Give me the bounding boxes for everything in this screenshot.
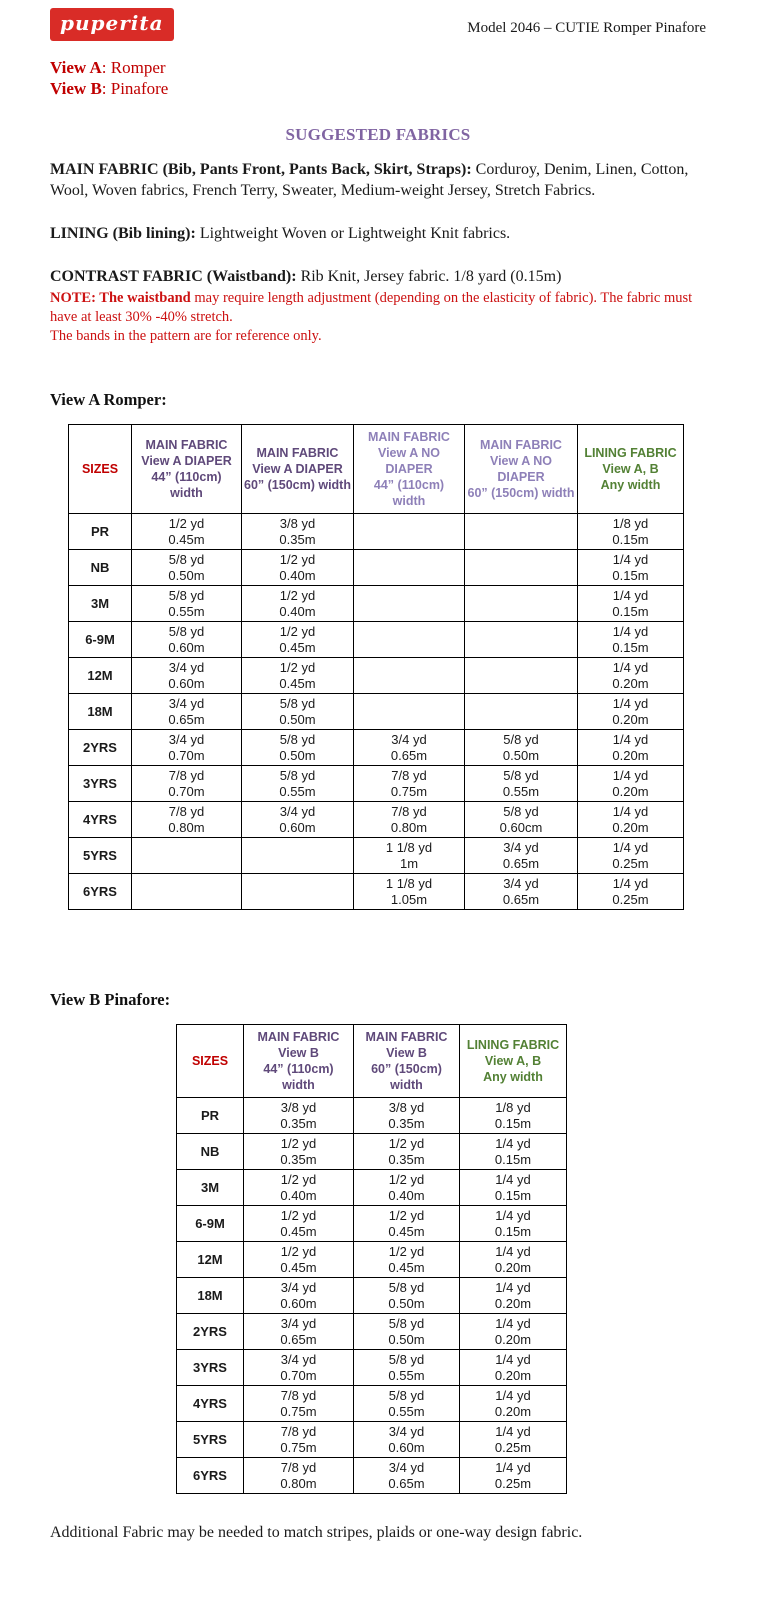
- size-cell: 5YRS: [177, 1422, 244, 1458]
- logo-text: puperita: [60, 11, 164, 35]
- value-cell: [354, 514, 465, 550]
- value-cell: 3/8 yd 0.35m: [354, 1098, 460, 1134]
- value-cell: 7/8 yd 0.80m: [354, 802, 465, 838]
- main-fabric-label: MAIN FABRIC (Bib, Pants Front, Pants Back, Skirt, Straps):: [50, 161, 472, 178]
- value-cell: 1/4 yd 0.20m: [460, 1242, 567, 1278]
- column-header: LINING FABRIC View A, B Any width: [578, 425, 684, 514]
- table-row: [177, 1458, 567, 1494]
- value-cell: 1/4 yd 0.15m: [578, 622, 684, 658]
- value-cell: 1/2 yd 0.40m: [242, 586, 354, 622]
- value-cell: 1/2 yd 0.45m: [244, 1206, 354, 1242]
- value-cell: [465, 622, 578, 658]
- note-label: NOTE: The waistband: [50, 290, 191, 306]
- lining-paragraph: [50, 223, 706, 244]
- value-cell: 7/8 yd 0.75m: [244, 1422, 354, 1458]
- value-cell: 3/4 yd 0.65m: [244, 1314, 354, 1350]
- table-row: [177, 1350, 567, 1386]
- size-cell: 3M: [177, 1170, 244, 1206]
- value-cell: [132, 874, 242, 910]
- table-row: [69, 622, 684, 658]
- view-b-desc: : Pinafore: [101, 79, 169, 98]
- value-cell: 7/8 yd 0.70m: [132, 766, 242, 802]
- size-cell: 2YRS: [177, 1314, 244, 1350]
- table-row: [177, 1278, 567, 1314]
- value-cell: 3/4 yd 0.60m: [354, 1422, 460, 1458]
- contrast-fabric-paragraph: [50, 266, 706, 287]
- value-cell: 1/4 yd 0.20m: [578, 658, 684, 694]
- view-b-table-title: View B Pinafore:: [50, 990, 171, 1009]
- value-cell: 7/8 yd 0.80m: [132, 802, 242, 838]
- value-cell: 1/2 yd 0.45m: [242, 658, 354, 694]
- value-cell: 1/8 yd 0.15m: [460, 1098, 567, 1134]
- value-cell: 5/8 yd 0.55m: [354, 1386, 460, 1422]
- note-line2: The bands in the pattern are for reference only.: [50, 328, 322, 344]
- table-row: [69, 730, 684, 766]
- value-cell: 5/8 yd 0.50m: [354, 1278, 460, 1314]
- view-b-label: View B: [50, 79, 102, 98]
- note-text: may require length adjustment (depending on the elasticity of fabric). The fabric must have at least 30% -40% stretch.: [50, 290, 693, 325]
- table-row: [177, 1206, 567, 1242]
- value-cell: [354, 694, 465, 730]
- value-cell: 5/8 yd 0.50m: [354, 1314, 460, 1350]
- value-cell: 5/8 yd 0.55m: [132, 586, 242, 622]
- table-row: [177, 1422, 567, 1458]
- size-cell: 6YRS: [177, 1458, 244, 1494]
- size-cell: 2YRS: [69, 730, 132, 766]
- value-cell: 1/4 yd 0.20m: [578, 694, 684, 730]
- size-cell: 6YRS: [69, 874, 132, 910]
- value-cell: 3/4 yd 0.65m: [465, 874, 578, 910]
- value-cell: [465, 586, 578, 622]
- value-cell: 1/2 yd 0.45m: [132, 514, 242, 550]
- size-cell: 4YRS: [177, 1386, 244, 1422]
- value-cell: 1/2 yd 0.35m: [244, 1134, 354, 1170]
- table-row: [69, 766, 684, 802]
- contrast-text: Rib Knit, Jersey fabric. 1/8 yard (0.15m): [296, 268, 562, 285]
- value-cell: 1/4 yd 0.25m: [460, 1422, 567, 1458]
- column-header: MAIN FABRIC View B 44” (110cm) width: [244, 1025, 354, 1098]
- value-cell: 3/4 yd 0.60m: [132, 658, 242, 694]
- value-cell: 5/8 yd 0.55m: [242, 766, 354, 802]
- value-cell: 1/4 yd 0.25m: [578, 838, 684, 874]
- view-list: [50, 57, 706, 99]
- size-cell: NB: [69, 550, 132, 586]
- value-cell: [242, 838, 354, 874]
- table-row: [69, 838, 684, 874]
- view-a-label: View A: [50, 58, 102, 77]
- table-row: [177, 1170, 567, 1206]
- view-a-fabric-table: [68, 424, 706, 910]
- fabric-table: [176, 1024, 567, 1494]
- value-cell: [465, 658, 578, 694]
- value-cell: 1/2 yd 0.40m: [244, 1170, 354, 1206]
- table-row: [177, 1098, 567, 1134]
- table-row: [177, 1314, 567, 1350]
- size-cell: 6-9M: [177, 1206, 244, 1242]
- value-cell: [354, 622, 465, 658]
- footer-note: Additional Fabric may be needed to match stripes, plaids or one-way design fabric.: [50, 1524, 583, 1541]
- lining-text: Lightweight Woven or Lightweight Knit fabrics.: [195, 225, 511, 242]
- value-cell: [465, 694, 578, 730]
- table-row: [69, 694, 684, 730]
- value-cell: 1/4 yd 0.15m: [578, 586, 684, 622]
- size-cell: 3YRS: [177, 1350, 244, 1386]
- view-b-line: [50, 78, 706, 99]
- value-cell: [465, 514, 578, 550]
- table-row: [177, 1386, 567, 1422]
- value-cell: 1/8 yd 0.15m: [578, 514, 684, 550]
- size-cell: 6-9M: [69, 622, 132, 658]
- value-cell: 3/4 yd 0.65m: [465, 838, 578, 874]
- value-cell: 5/8 yd 0.50m: [132, 550, 242, 586]
- value-cell: 5/8 yd 0.50m: [242, 730, 354, 766]
- value-cell: 1/2 yd 0.45m: [354, 1242, 460, 1278]
- value-cell: 1 1/8 yd 1m: [354, 838, 465, 874]
- value-cell: 3/4 yd 0.65m: [132, 694, 242, 730]
- value-cell: [354, 550, 465, 586]
- fabric-table: [68, 424, 684, 910]
- size-cell: PR: [69, 514, 132, 550]
- header-row: [69, 425, 684, 514]
- value-cell: 3/4 yd 0.65m: [354, 1458, 460, 1494]
- value-cell: 1/2 yd 0.40m: [354, 1170, 460, 1206]
- column-header: MAIN FABRIC View B 60” (150cm) width: [354, 1025, 460, 1098]
- table-row: [69, 586, 684, 622]
- size-cell: 5YRS: [69, 838, 132, 874]
- value-cell: 5/8 yd 0.55m: [465, 766, 578, 802]
- value-cell: 1/2 yd 0.45m: [354, 1206, 460, 1242]
- column-header: MAIN FABRIC View A DIAPER 60” (150cm) width: [242, 425, 354, 514]
- size-cell: 12M: [177, 1242, 244, 1278]
- column-header: MAIN FABRIC View A DIAPER 44” (110cm) width: [132, 425, 242, 514]
- column-header: LINING FABRIC View A, B Any width: [460, 1025, 567, 1098]
- value-cell: 5/8 yd 0.55m: [354, 1350, 460, 1386]
- table-row: [69, 802, 684, 838]
- view-b-fabric-table: [176, 1024, 706, 1494]
- value-cell: [354, 658, 465, 694]
- table-row: [177, 1134, 567, 1170]
- model-title: Model 2046 – CUTIE Romper Pinafore: [467, 20, 706, 36]
- value-cell: 7/8 yd 0.80m: [244, 1458, 354, 1494]
- value-cell: 1/4 yd 0.20m: [578, 730, 684, 766]
- value-cell: 3/4 yd 0.60m: [242, 802, 354, 838]
- value-cell: 1/4 yd 0.20m: [578, 802, 684, 838]
- contrast-label: CONTRAST FABRIC (Waistband):: [50, 268, 297, 285]
- column-header: SIZES: [177, 1025, 244, 1098]
- size-cell: PR: [177, 1098, 244, 1134]
- value-cell: 1/4 yd 0.15m: [578, 550, 684, 586]
- size-cell: NB: [177, 1134, 244, 1170]
- table-row: [69, 550, 684, 586]
- value-cell: 1/4 yd 0.20m: [460, 1350, 567, 1386]
- value-cell: 5/8 yd 0.50m: [242, 694, 354, 730]
- value-cell: 5/8 yd 0.60m: [132, 622, 242, 658]
- value-cell: 3/4 yd 0.60m: [244, 1278, 354, 1314]
- page-title: SUGGESTED FABRICS: [285, 125, 471, 144]
- size-cell: 3YRS: [69, 766, 132, 802]
- value-cell: 1/4 yd 0.20m: [578, 766, 684, 802]
- value-cell: 1/4 yd 0.20m: [460, 1386, 567, 1422]
- size-cell: 18M: [69, 694, 132, 730]
- view-a-table-title: View A Romper:: [50, 390, 167, 409]
- main-fabric-paragraph: [50, 159, 706, 201]
- value-cell: 3/4 yd 0.70m: [244, 1350, 354, 1386]
- value-cell: 3/4 yd 0.65m: [354, 730, 465, 766]
- table-row: [69, 658, 684, 694]
- value-cell: 1/4 yd 0.25m: [578, 874, 684, 910]
- value-cell: 3/8 yd 0.35m: [242, 514, 354, 550]
- value-cell: 1/4 yd 0.25m: [460, 1458, 567, 1494]
- value-cell: [354, 586, 465, 622]
- value-cell: [132, 838, 242, 874]
- note-paragraph: [50, 289, 706, 346]
- value-cell: 7/8 yd 0.75m: [354, 766, 465, 802]
- value-cell: 1/2 yd 0.35m: [354, 1134, 460, 1170]
- value-cell: 1/4 yd 0.15m: [460, 1134, 567, 1170]
- view-a-line: [50, 57, 706, 78]
- column-header: SIZES: [69, 425, 132, 514]
- size-cell: 4YRS: [69, 802, 132, 838]
- size-cell: 12M: [69, 658, 132, 694]
- lining-label: LINING (Bib lining):: [50, 225, 196, 242]
- main-fabric-text: Corduroy, Denim, Linen, Cotton, Wool, Woven fabrics, French Terry, Sweater, Medium-weight Jersey, Stretch Fabrics.: [50, 161, 689, 199]
- value-cell: 5/8 yd 0.60cm: [465, 802, 578, 838]
- value-cell: [465, 550, 578, 586]
- value-cell: 1/2 yd 0.45m: [244, 1242, 354, 1278]
- value-cell: 1/4 yd 0.15m: [460, 1206, 567, 1242]
- table-row: [69, 874, 684, 910]
- view-a-desc: : Romper: [101, 58, 166, 77]
- header-row: [177, 1025, 567, 1098]
- value-cell: 1/2 yd 0.45m: [242, 622, 354, 658]
- value-cell: 5/8 yd 0.50m: [465, 730, 578, 766]
- column-header: MAIN FABRIC View A NO DIAPER 44” (110cm) width: [354, 425, 465, 514]
- value-cell: 7/8 yd 0.75m: [244, 1386, 354, 1422]
- value-cell: 1/4 yd 0.20m: [460, 1278, 567, 1314]
- value-cell: 3/4 yd 0.70m: [132, 730, 242, 766]
- value-cell: 1/4 yd 0.20m: [460, 1314, 567, 1350]
- value-cell: [242, 874, 354, 910]
- table-row: [177, 1242, 567, 1278]
- value-cell: 1/2 yd 0.40m: [242, 550, 354, 586]
- value-cell: 3/8 yd 0.35m: [244, 1098, 354, 1134]
- value-cell: 1 1/8 yd 1.05m: [354, 874, 465, 910]
- value-cell: 1/4 yd 0.15m: [460, 1170, 567, 1206]
- page-header: [50, 8, 706, 41]
- size-cell: 18M: [177, 1278, 244, 1314]
- column-header: MAIN FABRIC View A NO DIAPER 60” (150cm) width: [465, 425, 578, 514]
- size-cell: 3M: [69, 586, 132, 622]
- table-row: [69, 514, 684, 550]
- puperita-logo: [50, 8, 174, 41]
